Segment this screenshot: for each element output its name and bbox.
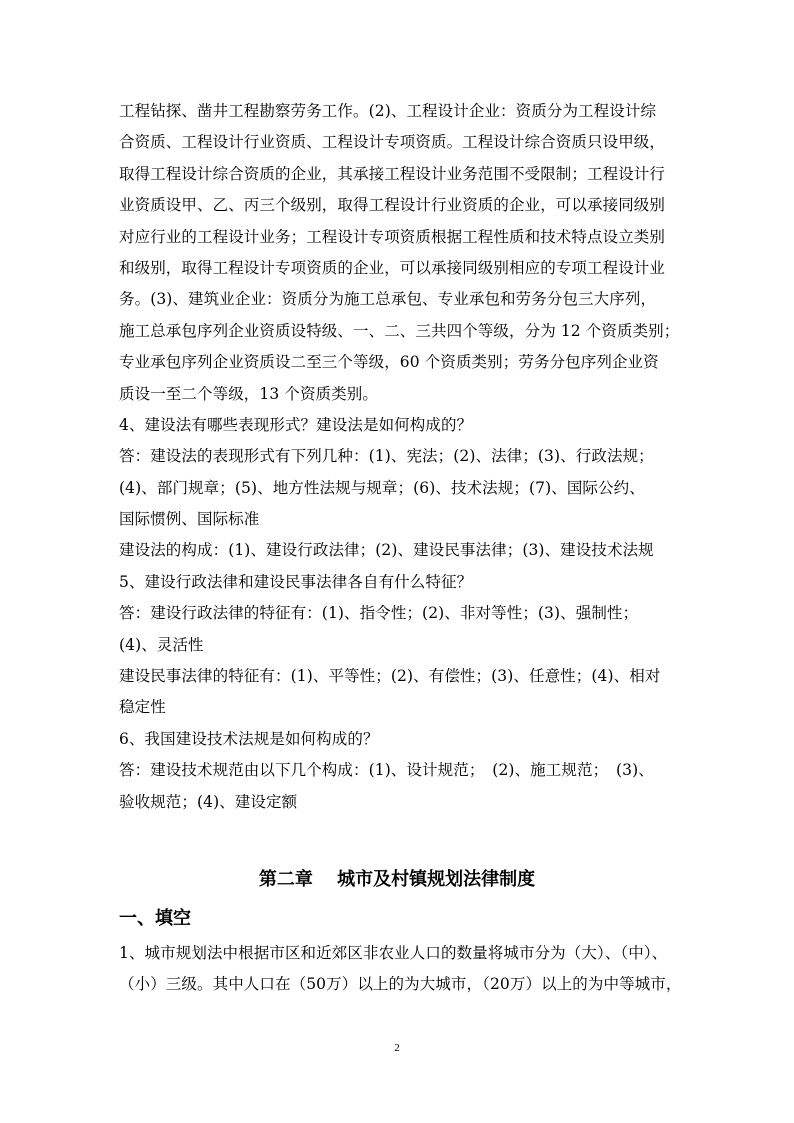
text-line: 答：建设法的表现形式有下列几种：(1)、宪法；(2)、法律；(3)、行政法规； <box>119 447 654 466</box>
body-text-continued <box>119 938 682 1001</box>
text-line: 国际惯例、国际标准 <box>119 510 260 529</box>
text-line: (4)、部门规章；(5)、地方性法规与规章；(6)、技术法规；(7)、国际公约、 <box>119 478 645 497</box>
text-line: 和级别，取得工程设计专项资质的企业，可以承接同级别相应的专项工程设计业 <box>119 258 666 277</box>
text-line: 验收规范；(4)、建设定额 <box>119 792 298 811</box>
text-line: 质设一至二个等级，13 个资质类别。 <box>119 384 378 403</box>
text-line: (4)、灵活性 <box>119 635 204 654</box>
question-heading: 4、建设法有哪些表现形式？建设法是如何构成的？ <box>119 415 473 434</box>
text-line: 合资质、工程设计行业资质、工程设计专项资质。工程设计综合资质只设甲级， <box>119 133 666 152</box>
text-line: 答：建设行政法律的特征有：(1)、指令性；(2)、非对等性；(3)、强制性； <box>119 604 639 623</box>
text-line: 答：建设技术规范由以下几个构成：(1)、设计规范； (2)、施工规范； (3)、 <box>119 761 654 780</box>
section-title: 一、填空 <box>119 908 191 929</box>
text-line: 工程钻探、凿井工程勘察劳务工作。(2)、工程设计企业：资质分为工程设计综 <box>119 102 657 120</box>
text-line: 稳定性 <box>119 698 166 717</box>
text-line: 1、城市规划法中根据市区和近郊区非农业人口的数量将城市分为（大）、（中）、 <box>119 944 668 962</box>
question-heading: 6、我国建设技术法规是如何构成的？ <box>119 729 379 748</box>
body-text <box>119 96 679 818</box>
question-heading: 5、建设行政法律和建设民事法律各自有什么特征？ <box>119 572 473 591</box>
text-line: （小）三级。其中人口在（50万）以上的为大城市，（20万）以上的为中等城市， <box>119 975 682 994</box>
text-line: 务。(3)、建筑业企业：资质分为施工总承包、专业承包和劳务分包三大序列， <box>119 290 657 309</box>
text-line: 建设民事法律的特征有：(1)、平等性；(2)、有偿性；(3)、任意性；(4)、相对 <box>119 667 661 686</box>
text-line: 对应行业的工程设计业务；工程设计专项资质根据工程性质和技术特点设立类别 <box>119 227 666 246</box>
chapter-title: 第二章 城市及村镇规划法律制度 <box>258 869 536 890</box>
text-line: 业资质设甲、乙、丙三个级别，取得工程设计行业资质的企业，可以承接同级别 <box>119 196 666 215</box>
text-line: 取得工程设计综合资质的企业，其承接工程设计业务范围不受限制；工程设计行 <box>119 164 666 183</box>
page-number: 2 <box>394 1042 400 1054</box>
text-line: 建设法的构成：(1)、建设行政法律；(2)、建设民事法律；(3)、建设技术法规 <box>119 541 654 560</box>
text-line: 施工总承包序列企业资质设特级、一、二、三共四个等级，分为 12 个资质类别； <box>119 321 680 340</box>
text-line: 专业承包序列企业资质设二至三个等级，60 个资质类别；劳务分包序列企业资 <box>119 353 659 372</box>
